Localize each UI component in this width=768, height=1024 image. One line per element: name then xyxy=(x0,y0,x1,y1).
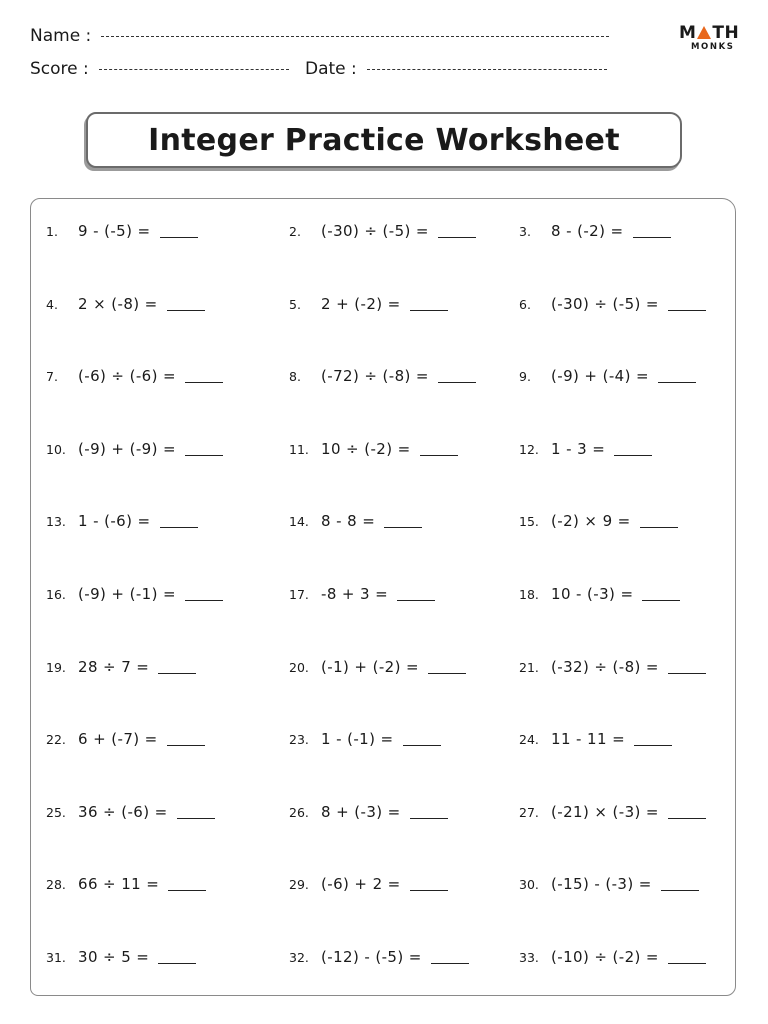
problem-expression: (-9) + (-4) = xyxy=(551,367,649,385)
answer-blank[interactable] xyxy=(384,527,422,528)
answer-blank[interactable] xyxy=(160,237,198,238)
problem-expression: (-1) + (-2) = xyxy=(321,658,419,676)
problem-number: 33. xyxy=(519,950,539,965)
problem-item xyxy=(46,658,196,676)
answer-blank[interactable] xyxy=(614,455,652,456)
answer-blank[interactable] xyxy=(410,310,448,311)
problem-item xyxy=(289,730,441,748)
answer-blank[interactable] xyxy=(634,745,672,746)
problem-number: 22. xyxy=(46,732,66,747)
answer-blank[interactable] xyxy=(158,673,196,674)
problem-number: 9. xyxy=(519,369,531,384)
problem-expression: 8 + (-3) = xyxy=(321,803,401,821)
answer-blank[interactable] xyxy=(167,310,205,311)
problem-expression: (-6) ÷ (-6) = xyxy=(78,367,176,385)
problem-item xyxy=(289,295,448,313)
answer-blank[interactable] xyxy=(431,963,469,964)
problem-expression: 8 - (-2) = xyxy=(551,222,624,240)
problem-item xyxy=(46,948,196,966)
answer-blank[interactable] xyxy=(185,600,223,601)
problem-item xyxy=(289,948,469,966)
date-label: Date : xyxy=(305,59,357,79)
date-field xyxy=(305,59,607,79)
problem-number: 7. xyxy=(46,369,58,384)
problem-number: 4. xyxy=(46,297,58,312)
problem-number: 27. xyxy=(519,805,539,820)
problem-expression: (-21) × (-3) = xyxy=(551,803,659,821)
name-blank xyxy=(101,36,609,37)
answer-blank[interactable] xyxy=(428,673,466,674)
problem-expression: 9 - (-5) = xyxy=(78,222,151,240)
problem-item xyxy=(289,512,422,530)
problem-number: 17. xyxy=(289,587,309,602)
answer-blank[interactable] xyxy=(668,963,706,964)
answer-blank[interactable] xyxy=(640,527,678,528)
answer-blank[interactable] xyxy=(185,455,223,456)
answer-blank[interactable] xyxy=(668,673,706,674)
problem-number: 12. xyxy=(519,442,539,457)
answer-blank[interactable] xyxy=(420,455,458,456)
title-banner xyxy=(86,112,682,168)
problem-number: 31. xyxy=(46,950,66,965)
problem-number: 10. xyxy=(46,442,66,457)
answer-blank[interactable] xyxy=(668,818,706,819)
answer-blank[interactable] xyxy=(661,890,699,891)
problem-item xyxy=(519,658,706,676)
answer-blank[interactable] xyxy=(397,600,435,601)
problem-number: 21. xyxy=(519,660,539,675)
problem-expression: (-72) ÷ (-8) = xyxy=(321,367,429,385)
problem-expression: 28 ÷ 7 = xyxy=(78,658,150,676)
problem-number: 26. xyxy=(289,805,309,820)
logo-text-right: TH xyxy=(712,23,740,43)
problem-expression: (-15) - (-3) = xyxy=(551,875,652,893)
problem-number: 25. xyxy=(46,805,66,820)
answer-blank[interactable] xyxy=(185,382,223,383)
logo-text-left: M xyxy=(679,23,697,43)
problem-item xyxy=(519,585,680,603)
problem-number: 18. xyxy=(519,587,539,602)
problem-expression: 8 - 8 = xyxy=(321,512,376,530)
problem-expression: 2 + (-2) = xyxy=(321,295,401,313)
problem-expression: (-32) ÷ (-8) = xyxy=(551,658,659,676)
problem-expression: -8 + 3 = xyxy=(321,585,389,603)
problem-number: 29. xyxy=(289,877,309,892)
problem-number: 1. xyxy=(46,224,58,239)
problem-expression: 6 + (-7) = xyxy=(78,730,158,748)
problem-expression: 1 - (-1) = xyxy=(321,730,394,748)
problem-expression: 30 ÷ 5 = xyxy=(78,948,150,966)
problem-expression: 1 - (-6) = xyxy=(78,512,151,530)
answer-blank[interactable] xyxy=(167,745,205,746)
problem-item xyxy=(519,875,699,893)
problem-expression: 10 - (-3) = xyxy=(551,585,634,603)
problem-item xyxy=(46,803,215,821)
problem-item xyxy=(519,512,678,530)
problem-number: 14. xyxy=(289,514,309,529)
problem-number: 8. xyxy=(289,369,301,384)
problem-item xyxy=(289,875,448,893)
answer-blank[interactable] xyxy=(177,818,215,819)
problem-number: 2. xyxy=(289,224,301,239)
problem-item xyxy=(289,585,435,603)
problem-item xyxy=(46,222,198,240)
answer-blank[interactable] xyxy=(403,745,441,746)
date-blank xyxy=(367,69,607,70)
problem-expression: 36 ÷ (-6) = xyxy=(78,803,168,821)
problem-item xyxy=(519,803,706,821)
problem-item xyxy=(46,512,198,530)
answer-blank[interactable] xyxy=(668,310,706,311)
worksheet-title: Integer Practice Worksheet xyxy=(148,122,620,158)
problem-number: 3. xyxy=(519,224,531,239)
problem-number: 13. xyxy=(46,514,66,529)
problem-item xyxy=(46,295,205,313)
triangle-icon xyxy=(697,26,711,39)
answer-blank[interactable] xyxy=(438,237,476,238)
problem-number: 23. xyxy=(289,732,309,747)
problem-item xyxy=(46,730,205,748)
logo-subtext: MONKS xyxy=(691,42,735,52)
problem-expression: 1 - 3 = xyxy=(551,440,606,458)
problem-expression: 10 ÷ (-2) = xyxy=(321,440,411,458)
answer-blank[interactable] xyxy=(158,963,196,964)
problem-item xyxy=(289,367,476,385)
score-field xyxy=(30,59,289,79)
problem-item xyxy=(519,367,696,385)
problem-item xyxy=(519,440,652,458)
score-label: Score : xyxy=(30,59,89,79)
problem-item xyxy=(519,730,672,748)
answer-blank[interactable] xyxy=(642,600,680,601)
problem-item xyxy=(519,295,706,313)
problem-number: 30. xyxy=(519,877,539,892)
problem-item xyxy=(289,658,466,676)
problem-item xyxy=(519,222,671,240)
answer-blank[interactable] xyxy=(410,818,448,819)
answer-blank[interactable] xyxy=(160,527,198,528)
problem-number: 6. xyxy=(519,297,531,312)
problem-expression: (-30) ÷ (-5) = xyxy=(321,222,429,240)
name-field xyxy=(30,26,609,46)
problem-expression: (-12) - (-5) = xyxy=(321,948,422,966)
problem-number: 24. xyxy=(519,732,539,747)
problem-expression: (-6) + 2 = xyxy=(321,875,401,893)
problem-expression: (-9) + (-1) = xyxy=(78,585,176,603)
problem-item xyxy=(46,367,223,385)
math-monks-logo xyxy=(679,24,741,60)
problem-item xyxy=(46,585,223,603)
score-blank xyxy=(99,69,289,70)
problem-item xyxy=(46,875,206,893)
problem-number: 11. xyxy=(289,442,309,457)
problem-expression: 11 - 11 = xyxy=(551,730,626,748)
answer-blank[interactable] xyxy=(658,382,696,383)
problem-item xyxy=(46,440,223,458)
answer-blank[interactable] xyxy=(410,890,448,891)
answer-blank[interactable] xyxy=(168,890,206,891)
answer-blank[interactable] xyxy=(633,237,671,238)
problem-expression: 66 ÷ 11 = xyxy=(78,875,160,893)
name-label: Name : xyxy=(30,26,92,46)
problem-expression: (-10) ÷ (-2) = xyxy=(551,948,659,966)
problem-expression: (-2) × 9 = xyxy=(551,512,631,530)
problem-item xyxy=(289,803,448,821)
problem-expression: (-30) ÷ (-5) = xyxy=(551,295,659,313)
problem-number: 28. xyxy=(46,877,66,892)
problem-expression: (-9) + (-9) = xyxy=(78,440,176,458)
problem-item xyxy=(289,440,458,458)
problem-number: 15. xyxy=(519,514,539,529)
problem-number: 19. xyxy=(46,660,66,675)
problem-item xyxy=(289,222,476,240)
answer-blank[interactable] xyxy=(438,382,476,383)
problem-number: 5. xyxy=(289,297,301,312)
problem-number: 32. xyxy=(289,950,309,965)
problem-number: 20. xyxy=(289,660,309,675)
problem-item xyxy=(519,948,706,966)
problem-number: 16. xyxy=(46,587,66,602)
problem-expression: 2 × (-8) = xyxy=(78,295,158,313)
